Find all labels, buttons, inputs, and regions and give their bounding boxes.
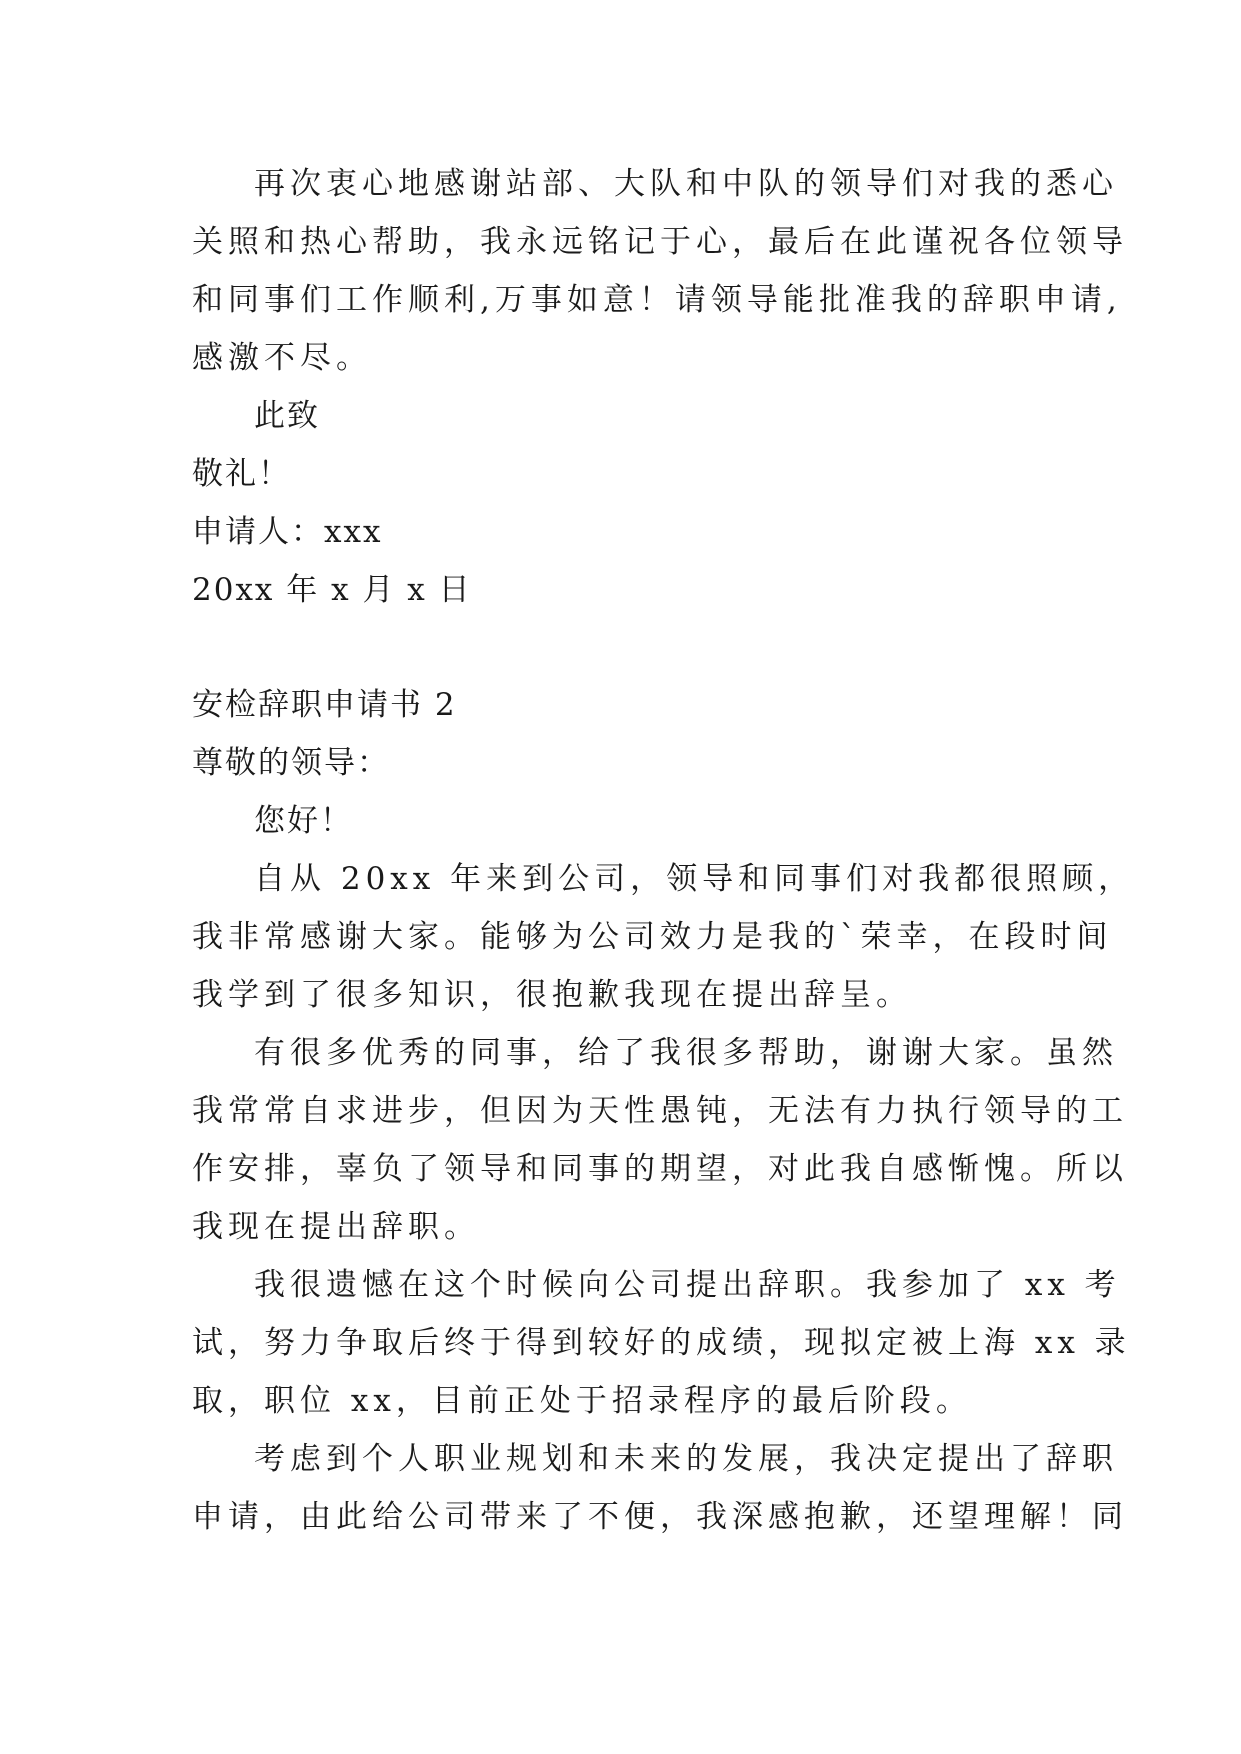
- paragraph-line: 再次衷心地感谢站部、大队和中队的领导们对我的悉心: [254, 166, 1118, 202]
- paragraph-line: 我现在提出辞职。: [192, 1209, 480, 1245]
- greeting: 您好！: [254, 803, 353, 839]
- section-title: 安检辞职申请书 2: [192, 687, 457, 723]
- paragraph-line: 和同事们工作顺利,万事如意！请领导能批准我的辞职申请,: [192, 282, 1122, 318]
- paragraph-line: 作安排，辜负了领导和同事的期望，对此我自感惭愧。所以: [192, 1151, 1128, 1187]
- paragraph-line: 我非常感谢大家。能够为公司效力是我的`荣幸，在段时间: [192, 919, 1113, 955]
- greeting-addressee: 尊敬的领导：: [192, 745, 390, 781]
- paragraph-line: 有很多优秀的同事，给了我很多帮助，谢谢大家。虽然: [254, 1035, 1118, 1071]
- paragraph-line: 我常常自求进步，但因为天性愚钝，无法有力执行领导的工: [192, 1093, 1128, 1129]
- paragraph-line: 取，职位 xx，目前正处于招录程序的最后阶段。: [192, 1383, 972, 1419]
- paragraph-line: 自从 20xx 年来到公司，领导和同事们对我都很照顾，: [254, 861, 1135, 897]
- closing-salutation: 此致: [254, 398, 320, 434]
- paragraph-line: 我很遗憾在这个时候向公司提出辞职。我参加了 xx 考: [254, 1267, 1121, 1303]
- applicant-signature: 申请人：xxx: [192, 514, 383, 550]
- paragraph-line: 关照和热心帮助，我永远铭记于心，最后在此谨祝各位领导: [192, 224, 1128, 260]
- paragraph-line: 申请，由此给公司带来了不便，我深感抱歉，还望理解！同: [192, 1499, 1128, 1535]
- closing-regards: 敬礼！: [192, 456, 291, 492]
- paragraph-line: 考虑到个人职业规划和未来的发展，我决定提出了辞职: [254, 1441, 1118, 1477]
- signature-date: 20xx 年 x 月 x 日: [192, 572, 472, 608]
- paragraph-line: 我学到了很多知识，很抱歉我现在提出辞呈。: [192, 977, 912, 1013]
- paragraph-line: 试，努力争取后终于得到较好的成绩，现拟定被上海 xx 录: [192, 1325, 1131, 1361]
- paragraph-line: 感激不尽。: [192, 340, 372, 376]
